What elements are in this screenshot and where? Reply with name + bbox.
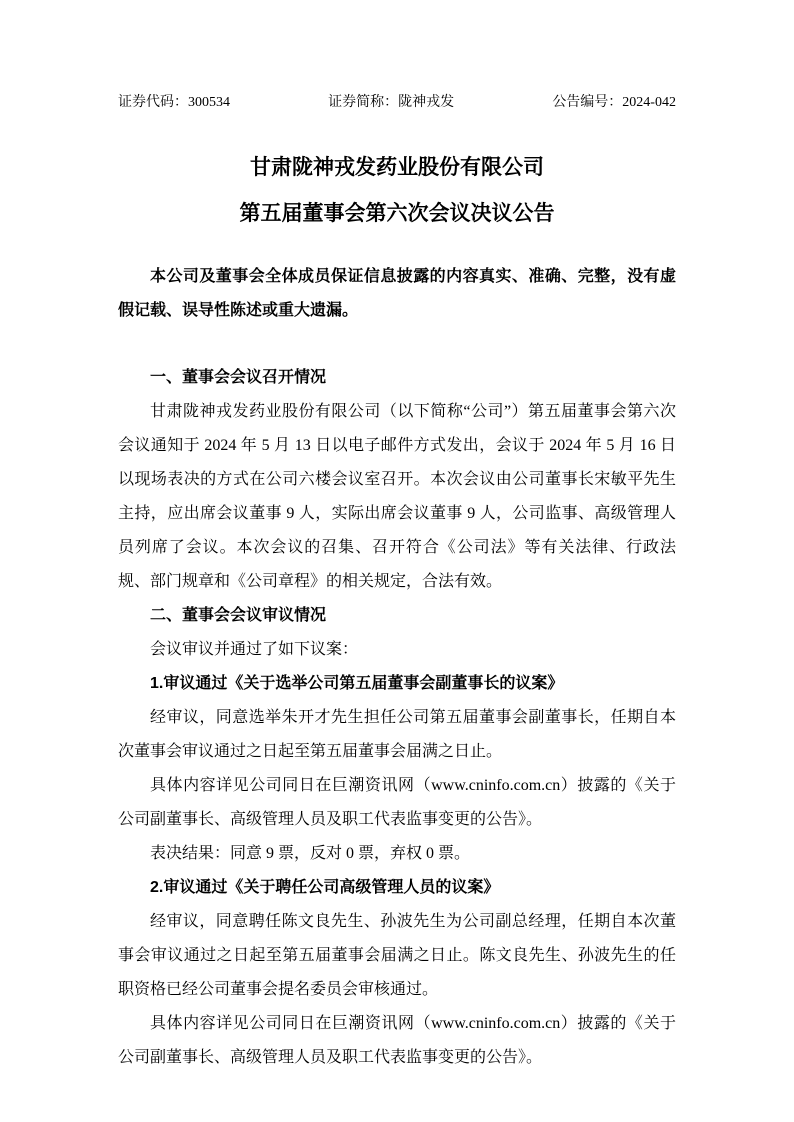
document-body xyxy=(118,361,676,1075)
section-2-intro: 会议审议并通过了如下议案： xyxy=(150,641,359,658)
resolution-1-paragraph-2: 具体内容详见公司同日在巨潮资讯网（www.cninfo.com.cn）披露的《关于公司副董事长、高级管理人员及职工代表监事变更的公告》。 xyxy=(118,777,676,828)
company-name-title: 甘肃陇神戎发药业股份有限公司 xyxy=(250,156,544,179)
document-header xyxy=(118,94,676,112)
stock-name: 证券简称：陇神戎发 xyxy=(328,95,455,110)
document-title xyxy=(118,154,676,228)
resolution-1-heading: 1.审议通过《关于选举公司第五届董事会副董事长的议案》 xyxy=(150,675,564,692)
resolution-1-vote-result: 表决结果：同意 9 票，反对 0 票，弃权 0 票。 xyxy=(150,845,471,862)
section-1-paragraph: 甘肃陇神戎发药业股份有限公司（以下简称“公司”）第五届董事会第六次会议通知于 2024 年 5 月 13 日以电子邮件方式发出，会议于 2024 年 5 月 16 日以现场表决的方式在公司六楼会议室召开。本次会议由公司董事长宋敏平先生主持，应出席会议董事 9 人，实际出席会议董事 9 人，公司监事、高级管理人员列席了会议。本次会议的召集、召开符合《公司法》等有关法律、行政法规、部门规章和《公司章程》的相关规定，合法有效。 xyxy=(118,403,676,590)
announcement-title: 第五届董事会第六次会议决议公告 xyxy=(239,202,555,225)
resolution-2-paragraph-2: 具体内容详见公司同日在巨潮资讯网（www.cninfo.com.cn）披露的《关于公司副董事长、高级管理人员及职工代表监事变更的公告》。 xyxy=(118,1015,676,1066)
stock-code: 证券代码：300534 xyxy=(118,95,230,110)
section-2-heading: 二、董事会会议审议情况 xyxy=(150,607,327,624)
announcement-number: 公告编号：2024-042 xyxy=(552,95,676,110)
section-1-heading: 一、董事会会议召开情况 xyxy=(150,369,327,386)
resolution-1-paragraph-1: 经审议，同意选举朱开才先生担任公司第五届董事会副董事长，任期自本次董事会审议通过之日起至第五届董事会届满之日止。 xyxy=(118,709,676,760)
resolution-2-heading: 2.审议通过《关于聘任公司高级管理人员的议案》 xyxy=(150,879,500,896)
resolution-2-paragraph-1: 经审议，同意聘任陈文良先生、孙波先生为公司副总经理，任期自本次董事会审议通过之日起至第五届董事会届满之日止。陈文良先生、孙波先生的任职资格已经公司董事会提名委员会审核通过。 xyxy=(118,913,676,998)
disclosure-statement: 本公司及董事会全体成员保证信息披露的内容真实、准确、完整，没有虚假记载、误导性陈述或重大遗漏。 xyxy=(118,268,676,319)
